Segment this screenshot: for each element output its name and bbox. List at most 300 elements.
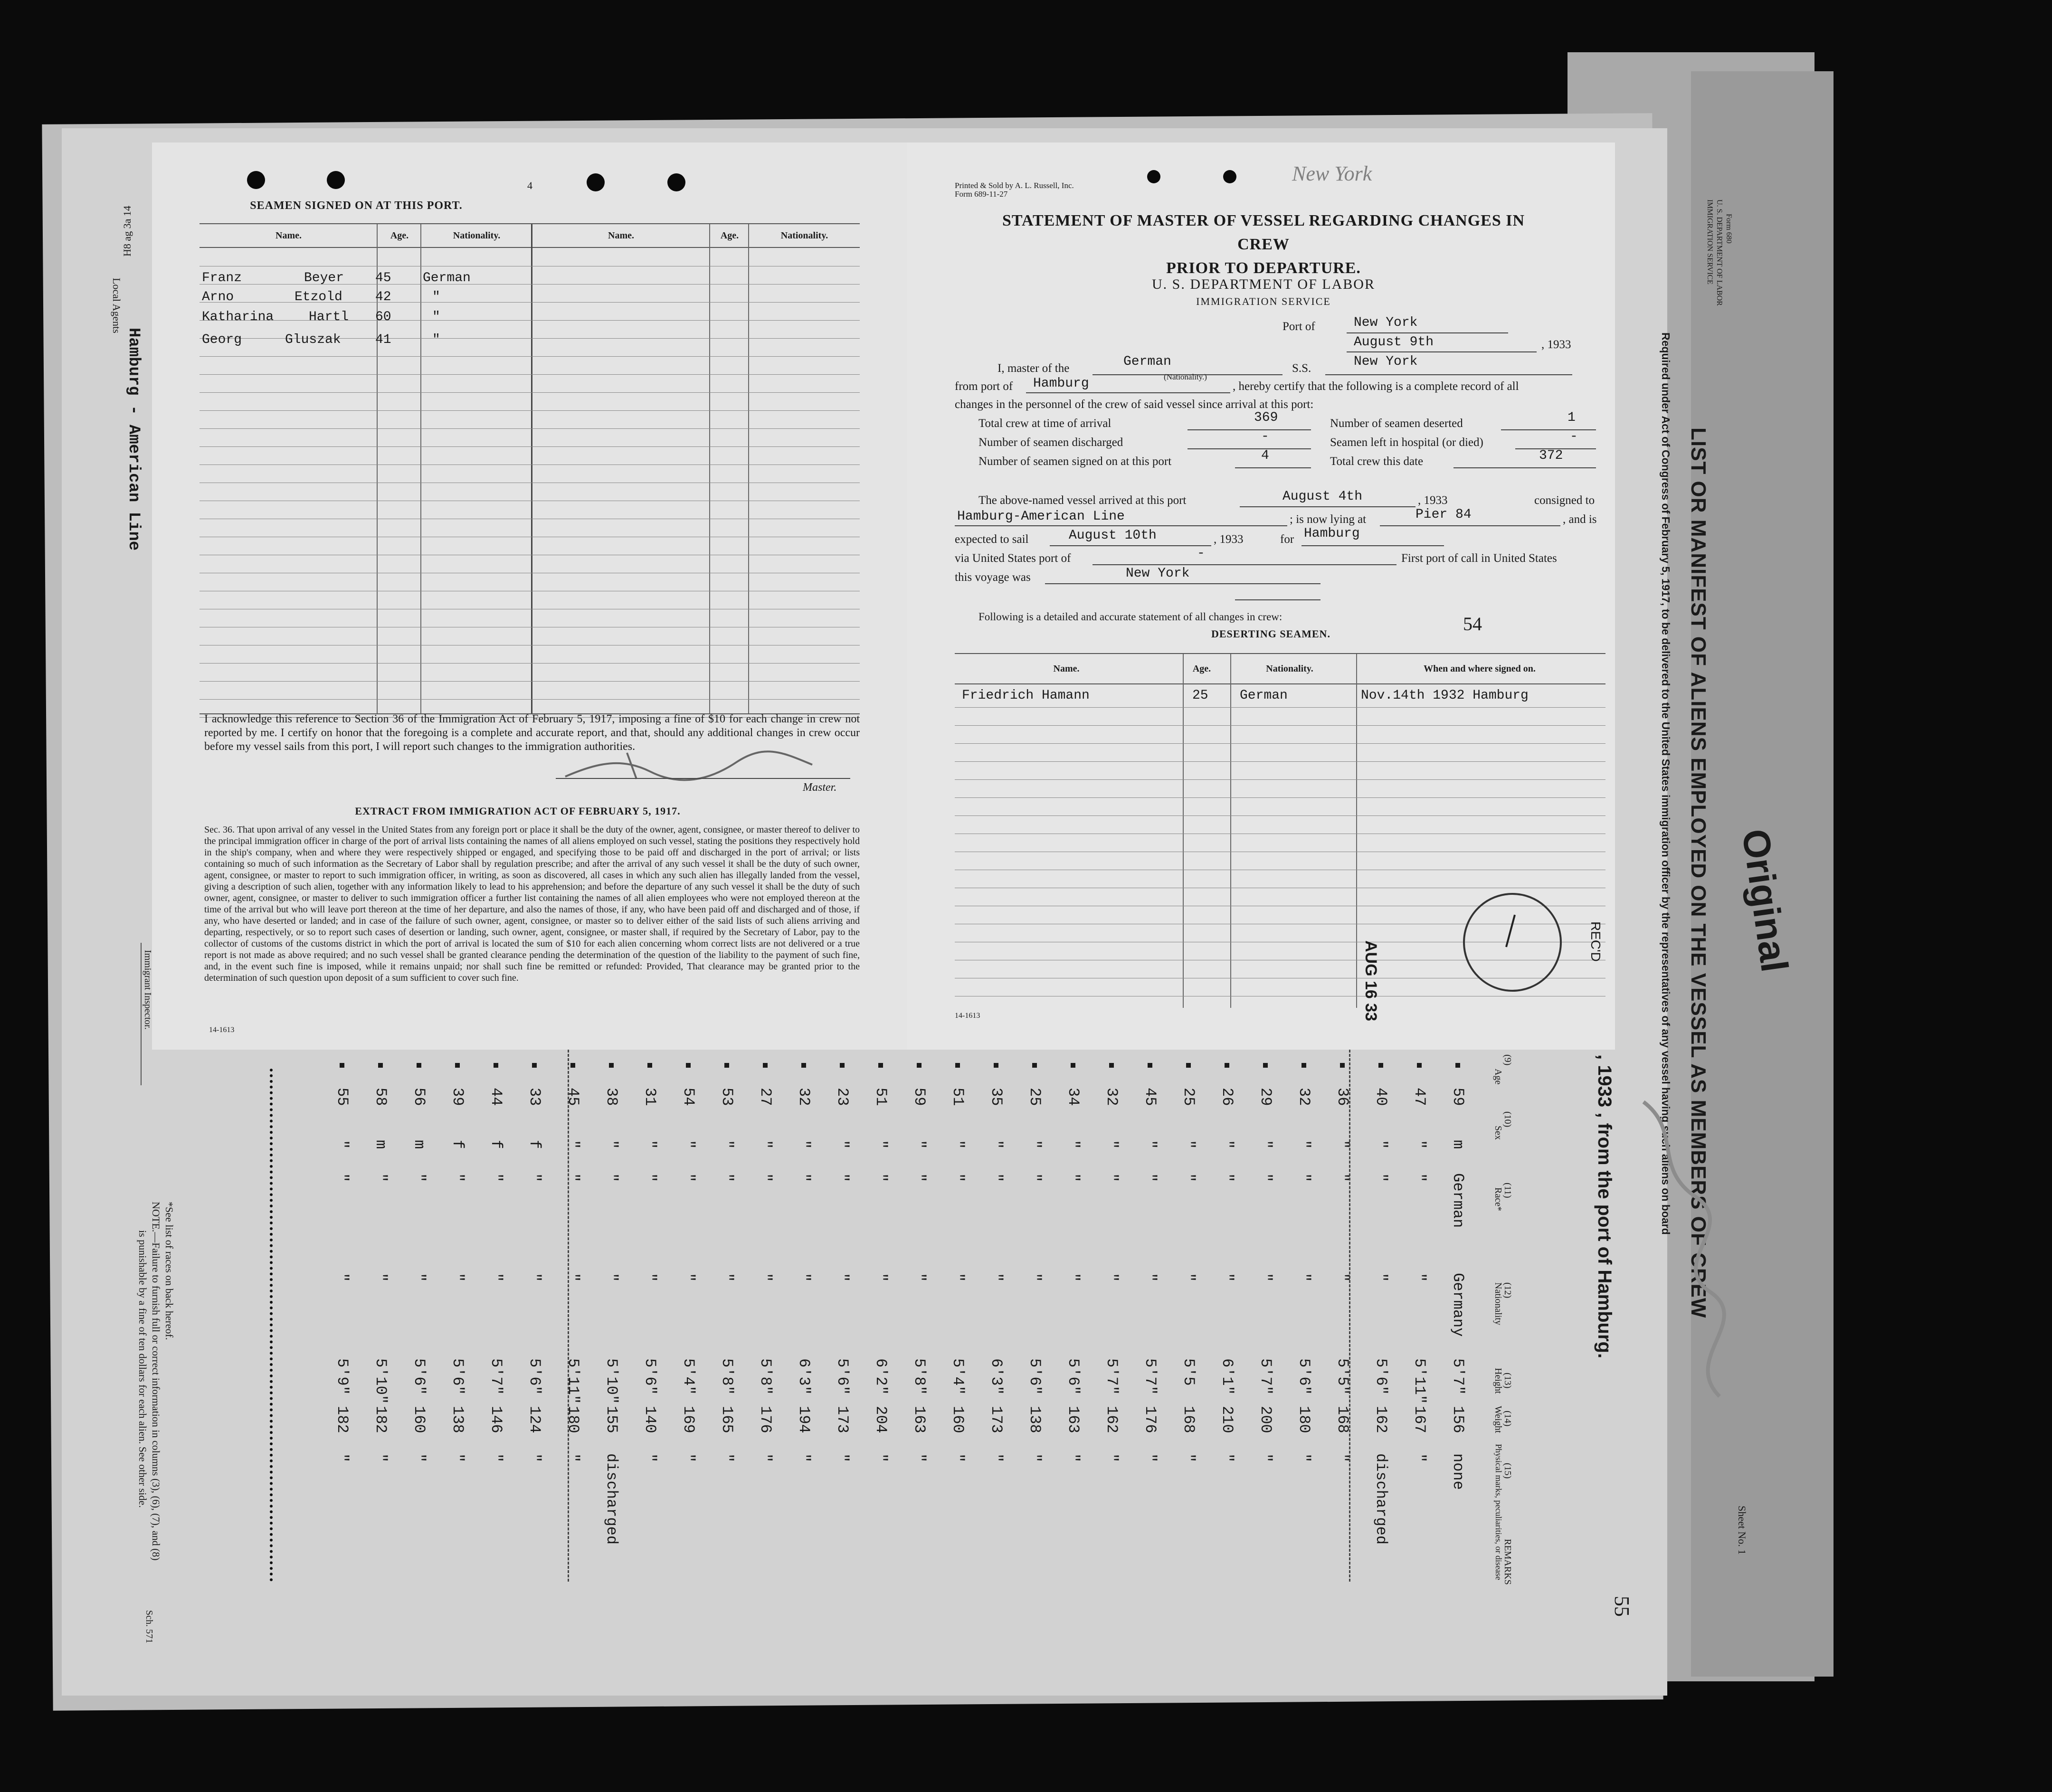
manifest-weight: 162 xyxy=(1372,1406,1390,1433)
row-marker xyxy=(1263,1063,1268,1068)
manifest-nationality: " xyxy=(1334,1273,1351,1282)
manifest-weight: 155 xyxy=(603,1406,620,1433)
manifest-weight: 194 xyxy=(795,1406,813,1433)
ruled-line xyxy=(955,707,1606,708)
manifest-weight: 165 xyxy=(718,1406,736,1433)
col-num-14: (14) xyxy=(1502,1411,1513,1427)
manifest-nationality: " xyxy=(872,1273,890,1282)
agent-name: Hamburg - American Line xyxy=(124,328,142,551)
manifest-from-port: , 1933 , from the port of Hamburg. xyxy=(1594,1054,1615,1359)
row-marker xyxy=(724,1063,729,1068)
manifest-row xyxy=(987,1050,1011,1572)
manifest-race: " xyxy=(1026,1173,1044,1183)
manifest-age: 53 xyxy=(718,1088,736,1106)
manifest-age: 58 xyxy=(372,1088,390,1106)
row-marker xyxy=(840,1063,845,1068)
manifest-remarks: " xyxy=(1180,1453,1197,1463)
printer-line: Printed & Sold by A. L. Russell, Inc. xyxy=(955,181,1074,190)
manifest-remarks: " xyxy=(795,1453,813,1463)
form-number: 14-1613 xyxy=(209,1026,235,1034)
manifest-height: 5'6" xyxy=(834,1358,851,1395)
nationality: " xyxy=(432,310,440,324)
nationality: " xyxy=(432,332,440,347)
punch-hole xyxy=(247,171,265,189)
manifest-height: 5'7" xyxy=(487,1358,505,1395)
manifest-race: " xyxy=(1411,1173,1428,1183)
manifest-nationality: " xyxy=(333,1273,351,1282)
manifest-height: 5'5" xyxy=(1334,1358,1351,1395)
manifest-remarks: " xyxy=(641,1453,659,1463)
manifest-height: 6'3" xyxy=(795,1358,813,1395)
col-header-weight: Weight xyxy=(1493,1406,1503,1433)
manifest-age: 44 xyxy=(487,1088,505,1106)
via-label: via United States port of xyxy=(955,552,1071,565)
row-marker xyxy=(532,1063,537,1068)
manifest-row xyxy=(487,1050,511,1572)
manifest-row xyxy=(1179,1050,1203,1572)
page-number: 4 xyxy=(527,180,532,191)
and-is-text: , and is xyxy=(1563,513,1597,526)
deserter-nationality: German xyxy=(1240,688,1288,703)
department: U. S. DEPARTMENT OF LABOR xyxy=(1152,276,1375,292)
manifest-race: " xyxy=(641,1173,659,1183)
manifest-weight: 173 xyxy=(834,1406,851,1433)
col-header-age: Age xyxy=(1493,1069,1503,1085)
col-header-race: Race* xyxy=(1493,1187,1503,1211)
note-line-1: *See list of races on back hereof. xyxy=(163,1202,175,1340)
manifest-nationality: " xyxy=(1180,1273,1197,1282)
row-marker xyxy=(686,1063,691,1068)
underline xyxy=(1050,545,1211,546)
first-name: Franz xyxy=(202,271,242,285)
manifest-height: 5'7" xyxy=(1449,1358,1467,1395)
manifest-nationality: " xyxy=(1372,1273,1390,1282)
row-marker xyxy=(917,1063,922,1068)
signature-line xyxy=(556,778,850,779)
manifest-height: 6'3" xyxy=(988,1358,1005,1395)
manifest-sex: " xyxy=(1257,1140,1274,1149)
manifest-sex: " xyxy=(1064,1140,1082,1149)
manifest-sex: m xyxy=(372,1140,390,1149)
manifest-weight: 180 xyxy=(564,1406,582,1433)
ruled-line xyxy=(200,410,860,411)
manifest-nationality: " xyxy=(641,1273,659,1282)
manifest-height: 5'7" xyxy=(1257,1358,1274,1395)
changes-text: changes in the personnel of the crew of said vessel since arrival at this port: xyxy=(955,398,1314,411)
manifest-age: 40 xyxy=(1372,1088,1390,1106)
manifest-weight: 200 xyxy=(1257,1406,1274,1433)
punch-hole xyxy=(1223,170,1236,183)
manifest-row xyxy=(1449,1050,1472,1572)
underline xyxy=(1325,374,1572,375)
original-stamp: Original xyxy=(1734,826,1796,975)
manifest-height: 5'6" xyxy=(449,1358,466,1395)
row-marker xyxy=(1225,1063,1229,1068)
deserter-name: Friedrich Hamann xyxy=(962,688,1090,703)
manifest-row xyxy=(1102,1050,1126,1572)
manifest-age: 27 xyxy=(757,1088,774,1106)
manifest-nationality: " xyxy=(603,1273,620,1282)
extract-title: EXTRACT FROM IMMIGRATION ACT OF FEBRUARY 5, 1917. xyxy=(355,805,681,817)
underline xyxy=(1045,583,1320,584)
manifest-weight: 169 xyxy=(680,1406,697,1433)
col-header-nationality: Nationality. xyxy=(421,224,532,248)
manifest-nationality: " xyxy=(1218,1273,1236,1282)
form-corner-line-1: Form 680 xyxy=(1725,214,1733,244)
handwritten-note: New York xyxy=(1292,162,1372,185)
manifest-sex: " xyxy=(680,1140,697,1149)
manifest-sex: " xyxy=(641,1140,659,1149)
ship-value: New York xyxy=(1354,354,1418,369)
consigned-label: consigned to xyxy=(1534,494,1595,507)
manifest-age: 59 xyxy=(1449,1088,1467,1106)
for-label: for xyxy=(1280,533,1294,546)
underline xyxy=(1235,467,1311,468)
manifest-row xyxy=(1333,1050,1357,1572)
bracket-dotted-line xyxy=(270,1069,276,1582)
manifest-nationality: " xyxy=(1141,1273,1159,1282)
manifest-weight: 160 xyxy=(949,1406,967,1433)
ruled-line xyxy=(200,356,860,357)
lying-value: Pier 84 xyxy=(1416,507,1472,522)
manifest-nationality: Germany xyxy=(1449,1273,1467,1337)
signed-on-label: Number of seamen signed on at this port xyxy=(978,455,1172,468)
manifest-weight: 210 xyxy=(1218,1406,1236,1433)
manifest-height: 5'10" xyxy=(372,1358,390,1404)
note-line-3: is punishable by a fine of ten dollars for each alien. See other side. xyxy=(137,1230,149,1508)
underline xyxy=(1380,525,1560,526)
from-port-label: from port of xyxy=(955,380,1013,393)
date-value: August 9th xyxy=(1354,335,1434,350)
manifest-sex: " xyxy=(1411,1140,1428,1149)
row-marker xyxy=(455,1063,460,1068)
deserter-age: 25 xyxy=(1192,688,1208,703)
manifest-sex: f xyxy=(526,1140,543,1149)
row-marker xyxy=(1186,1063,1191,1068)
table-row xyxy=(200,287,532,306)
arrived-label: The above-named vessel arrived at this port xyxy=(978,494,1187,507)
manifest-sex: " xyxy=(564,1140,582,1149)
manifest-remarks: " xyxy=(333,1453,351,1463)
manifest-nationality: " xyxy=(949,1273,967,1282)
manifest-remarks: " xyxy=(911,1453,928,1463)
manifest-remarks: " xyxy=(1218,1453,1236,1463)
note-line-2: NOTE.—Failure to furnish full or correct information in columns (3), (6), (7), and (8) xyxy=(150,1202,162,1561)
manifest-sex: " xyxy=(1334,1140,1351,1149)
manifest-height: 5'11" xyxy=(564,1358,582,1404)
manifest-row xyxy=(333,1050,357,1572)
manifest-height: 5'4" xyxy=(949,1358,967,1395)
manifest-height: 5'6" xyxy=(410,1358,428,1395)
manifest-sex: " xyxy=(1218,1140,1236,1149)
year-value: , 1933 xyxy=(1541,338,1571,351)
manifest-age: 47 xyxy=(1411,1088,1428,1106)
manifest-remarks: " xyxy=(487,1453,505,1463)
manifest-age: 45 xyxy=(1141,1088,1159,1106)
manifest-race: " xyxy=(988,1173,1005,1183)
manifest-race: " xyxy=(1064,1173,1082,1183)
manifest-remarks: " xyxy=(372,1453,390,1463)
manifest-race: " xyxy=(1218,1173,1236,1183)
dashed-rule xyxy=(1349,1050,1350,1582)
manifest-height: 5'5 xyxy=(1180,1358,1197,1386)
row-marker xyxy=(1302,1063,1306,1068)
manifest-remarks: " xyxy=(1064,1453,1082,1463)
row-marker xyxy=(994,1063,998,1068)
acknowledgement-text: I acknowledge this reference to Section 36 of the Immigration Act of February 5, 1917, imposing a fine of $10 for each change in crew not reported by me. I certify on honor that the foregoing is a complete and accurate report, and that, should any additional changes in crew occur before my vessel sails from this port, I will report such changes to the immigration authorities. xyxy=(204,713,860,753)
manifest-row xyxy=(949,1050,972,1572)
manifest-remarks: none xyxy=(1449,1453,1467,1490)
manifest-remarks: " xyxy=(949,1453,967,1463)
manifest-sex: " xyxy=(1026,1140,1044,1149)
manifest-height: 5'9" xyxy=(333,1358,351,1395)
col-header-height: Height xyxy=(1493,1368,1503,1394)
manifest-sex: " xyxy=(949,1140,967,1149)
row-marker xyxy=(417,1063,421,1068)
ruled-line xyxy=(200,428,860,429)
manifest-race: " xyxy=(564,1173,582,1183)
manifest-race: " xyxy=(333,1173,351,1183)
manifest-weight: 182 xyxy=(333,1406,351,1433)
manifest-remarks: " xyxy=(1103,1453,1121,1463)
underline xyxy=(1188,429,1311,430)
manifest-age: 25 xyxy=(1026,1088,1044,1106)
manifest-age: 32 xyxy=(1295,1088,1313,1106)
ruled-line xyxy=(955,815,1606,816)
manifest-remarks: " xyxy=(988,1453,1005,1463)
manifest-row xyxy=(1026,1050,1049,1572)
row-marker xyxy=(609,1063,614,1068)
for-value: Hamburg xyxy=(1304,526,1360,541)
manifest-sex: " xyxy=(988,1140,1005,1149)
manifest-age: 33 xyxy=(526,1088,543,1106)
col-header-nationality: Nationality xyxy=(1493,1282,1503,1325)
arrived-year: , 1933 xyxy=(1418,494,1448,507)
manifest-sex: " xyxy=(795,1140,813,1149)
row-marker xyxy=(378,1063,383,1068)
form-number: 14-1613 xyxy=(955,1012,980,1020)
age: 42 xyxy=(375,290,391,304)
col-num-15: (15) xyxy=(1502,1463,1513,1479)
manifest-nationality: " xyxy=(911,1273,928,1282)
manifest-height: 5'7" xyxy=(1103,1358,1121,1395)
manifest-sex: f xyxy=(487,1140,505,1149)
manifest-remarks: " xyxy=(872,1453,890,1463)
manifest-row xyxy=(410,1050,434,1572)
underline xyxy=(1347,332,1508,333)
form-ref: Form 689-11-27 xyxy=(955,190,1008,199)
manifest-age: 32 xyxy=(1103,1088,1121,1106)
manifest-sex: f xyxy=(449,1140,466,1149)
manifest-weight: 182 xyxy=(372,1406,390,1433)
col-num-11: (11) xyxy=(1502,1183,1513,1198)
total-this-date-value: 372 xyxy=(1539,448,1563,463)
col-num-13: (13) xyxy=(1502,1373,1513,1389)
manifest-nationality: " xyxy=(795,1273,813,1282)
lying-label: ; is now lying at xyxy=(1290,513,1367,526)
punch-hole xyxy=(1147,170,1160,183)
manifest-weight: 163 xyxy=(1064,1406,1082,1433)
manifest-remarks: discharged xyxy=(603,1453,620,1545)
col-header-nationality-2: Nationality. xyxy=(749,224,860,248)
manifest-age: 31 xyxy=(641,1088,659,1106)
manifest-race: " xyxy=(1141,1173,1159,1183)
manifest-sex: " xyxy=(757,1140,774,1149)
ruled-line xyxy=(955,797,1606,798)
manifest-nationality: " xyxy=(526,1273,543,1282)
underline xyxy=(1501,429,1596,430)
manifest-race: " xyxy=(757,1173,774,1183)
col-header-physical-marks: Physical marks, peculiarities, or disease xyxy=(1494,1444,1503,1580)
row-marker xyxy=(1148,1063,1152,1068)
manifest-age: 39 xyxy=(449,1088,466,1106)
side-numbers: H8 ag 3a 14 xyxy=(121,206,133,256)
col-header-age: Age. xyxy=(1178,654,1226,684)
manifest-height: 5'6" xyxy=(1064,1358,1082,1395)
manifest-weight: 138 xyxy=(1026,1406,1044,1433)
first-name: Georg xyxy=(202,332,242,347)
manifest-race: " xyxy=(718,1173,736,1183)
discharged-label: Number of seamen discharged xyxy=(978,436,1123,449)
manifest-race: " xyxy=(372,1173,390,1183)
col-num-12: (12) xyxy=(1502,1282,1513,1299)
ruled-line xyxy=(200,374,860,375)
manifest-race: " xyxy=(603,1173,620,1183)
underline xyxy=(1188,448,1311,449)
punch-hole xyxy=(667,173,685,191)
manifest-race: German xyxy=(1449,1173,1467,1228)
manifest-weight: 156 xyxy=(1449,1406,1467,1433)
deserted-value: 1 xyxy=(1568,410,1576,425)
manifest-remarks: " xyxy=(680,1453,697,1463)
manifest-nationality: " xyxy=(680,1273,697,1282)
manifest-nationality: " xyxy=(410,1273,428,1282)
divider xyxy=(709,224,710,713)
manifest-sex: " xyxy=(603,1140,620,1149)
ruled-line xyxy=(955,779,1606,780)
last-name: Hartl xyxy=(309,310,349,324)
punch-hole xyxy=(327,171,345,189)
manifest-race: " xyxy=(1257,1173,1274,1183)
manifest-height: 5'11" xyxy=(1411,1358,1428,1404)
manifest-race: " xyxy=(834,1173,851,1183)
ruled-line xyxy=(200,699,860,700)
nationality: German xyxy=(423,271,471,285)
page-title: SEAMEN SIGNED ON AT THIS PORT. xyxy=(250,199,463,212)
manifest-age: 23 xyxy=(834,1088,851,1106)
manifest-remarks: " xyxy=(410,1453,428,1463)
ruled-line xyxy=(200,446,860,447)
manifest-age: 35 xyxy=(988,1088,1005,1106)
manifest-nationality: " xyxy=(718,1273,736,1282)
manifest-height: 5'8" xyxy=(718,1358,736,1395)
manifest-age: 36 xyxy=(1334,1088,1351,1106)
inspector-line xyxy=(141,943,142,1085)
manifest-nationality: " xyxy=(564,1273,582,1282)
manifest-row xyxy=(1064,1050,1088,1572)
nationality-caption: (Nationality.) xyxy=(1164,372,1207,381)
manifest-row xyxy=(602,1050,626,1572)
deserter-signed-on: Nov.14th 1932 Hamburg xyxy=(1361,688,1529,703)
manifest-age: 56 xyxy=(410,1088,428,1106)
manifest-age: 54 xyxy=(680,1088,697,1106)
manifest-weight: 204 xyxy=(872,1406,890,1433)
seamen-signed-on-table xyxy=(200,223,860,714)
manifest-nationality: " xyxy=(988,1273,1005,1282)
received-stamp: REC'D xyxy=(1588,921,1603,962)
ruled-line xyxy=(200,392,860,393)
manifest-weight: 173 xyxy=(988,1406,1005,1433)
manifest-row xyxy=(679,1050,703,1572)
ruled-line xyxy=(955,761,1606,762)
col-header-name: Name. xyxy=(200,224,378,248)
manifest-weight: 138 xyxy=(449,1406,466,1433)
row-marker xyxy=(1109,1063,1114,1068)
master-label: Master. xyxy=(803,781,837,794)
manifest-weight: 163 xyxy=(911,1406,928,1433)
arrived-value: August 4th xyxy=(1282,489,1363,504)
inspector-label: Immigrant Inspector. xyxy=(142,950,153,1030)
manifest-remarks: discharged xyxy=(1372,1453,1390,1545)
manifest-race: " xyxy=(1372,1173,1390,1183)
port-label: Port of xyxy=(1282,320,1315,333)
col-num-9: (9) xyxy=(1502,1054,1513,1066)
last-name: Gluszak xyxy=(285,332,341,347)
consignee-value: Hamburg-American Line xyxy=(957,509,1125,524)
underline xyxy=(1026,392,1230,393)
manifest-nationality: " xyxy=(487,1273,505,1282)
manifest-height: 5'6" xyxy=(1372,1358,1390,1395)
manifest-age: 51 xyxy=(872,1088,890,1106)
table-row xyxy=(200,307,532,326)
row-marker xyxy=(955,1063,960,1068)
first-port-label: First port of call in United States xyxy=(1401,552,1557,565)
manifest-remarks: " xyxy=(564,1453,582,1463)
col-header-name: Name. xyxy=(955,654,1178,684)
manifest-weight: 167 xyxy=(1411,1406,1428,1433)
manifest-sex: " xyxy=(333,1140,351,1149)
sheet-number: Sheet No. 1 xyxy=(1736,1506,1748,1555)
sail-label: expected to sail xyxy=(955,533,1029,546)
manifest-race: " xyxy=(487,1173,505,1183)
col-header-signed-on: When and where signed on. xyxy=(1354,654,1606,684)
manifest-row xyxy=(1295,1050,1319,1572)
manifest-height: 5'6" xyxy=(1026,1358,1044,1395)
table-row xyxy=(200,268,532,287)
manifest-weight: 162 xyxy=(1103,1406,1121,1433)
manifest-race: " xyxy=(872,1173,890,1183)
underline xyxy=(1302,545,1444,546)
manifest-nationality: " xyxy=(1064,1273,1082,1282)
col-header-remarks: REMARKS xyxy=(1502,1539,1513,1585)
col-header-age-2: Age. xyxy=(710,224,749,248)
manifest-age: 59 xyxy=(911,1088,928,1106)
manifest-sex: m xyxy=(1449,1140,1467,1149)
sail-year: , 1933 xyxy=(1214,533,1244,546)
underline xyxy=(1235,599,1320,600)
manifest-age: 38 xyxy=(603,1088,620,1106)
manifest-remarks: " xyxy=(449,1453,466,1463)
manifest-row xyxy=(756,1050,780,1572)
manifest-remarks: " xyxy=(1026,1453,1044,1463)
row-marker xyxy=(801,1063,806,1068)
manifest-race: " xyxy=(795,1173,813,1183)
manifest-remarks: " xyxy=(1411,1453,1428,1463)
immigration-service: IMMIGRATION SERVICE xyxy=(1196,295,1331,307)
manifest-weight: 180 xyxy=(1295,1406,1313,1433)
nationality: " xyxy=(432,290,440,304)
manifest-sex: " xyxy=(718,1140,736,1149)
